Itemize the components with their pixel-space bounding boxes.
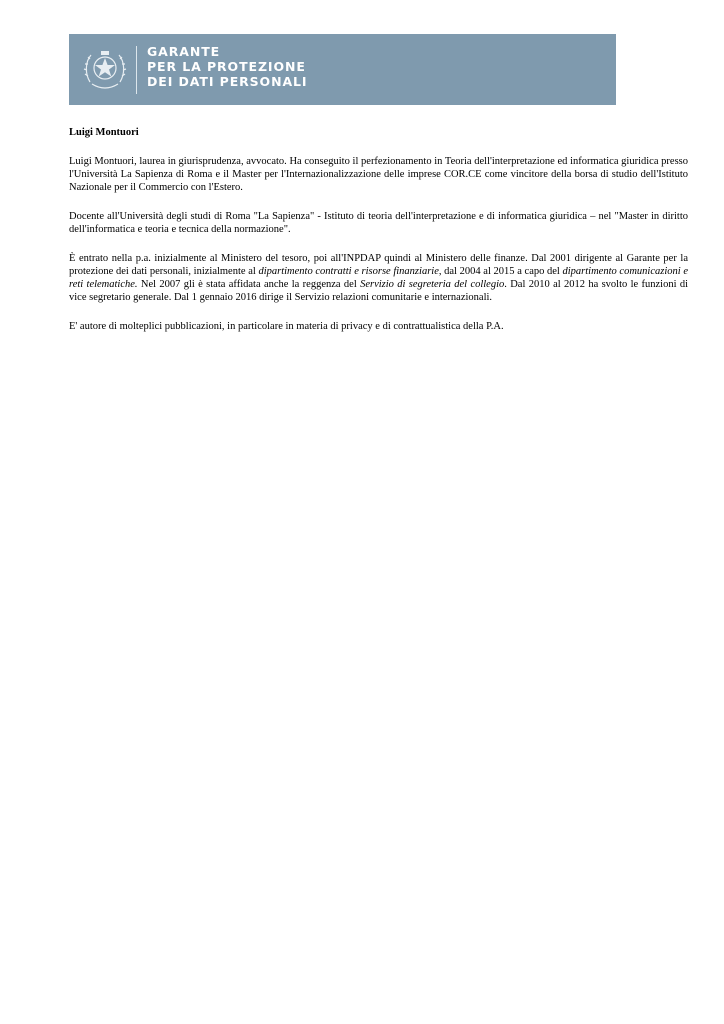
institution-title — [147, 44, 307, 89]
paragraph-teaching: Docente all'Università degli studi di Roma "La Sapienza" - Istituto di teoria dell'interpretazione e di informatica giuridica – nel "Master in diritto dell'informatica e teoria e tecnica della normazione". — [69, 211, 688, 235]
paragraph-education: Luigi Montuori, laurea in giurisprudenza, avvocato. Ha conseguito il perfezionamento in Teoria dell'interpretazione ed informatica giuridica presso l'Università La Sapienza di Roma e il Master per l'Internazionalizzazione delle imprese COR.CE come vincitore della borsa di studio dell'Istituto Nazionale per il Commercio con l'Estero. — [69, 156, 688, 193]
document-body — [69, 126, 688, 349]
career-text-3: Nel 2007 gli è stata affidata anche la reggenza del — [137, 279, 361, 290]
banner-divider — [136, 46, 137, 94]
institution-title-line-3: DEI DATI PERSONALI — [147, 74, 308, 89]
career-text-4: . Dal 2010 al 2012 ha svolto le funzioni di vice segretario generale. Dal 1 gennaio 2016 dirige il Servizio relazioni comunitarie e internazionali. — [69, 279, 688, 303]
career-italic-2: dipartimento comunicazioni e reti telematiche. — [69, 266, 688, 290]
institution-title-line-2: PER LA PROTEZIONE — [147, 59, 306, 74]
paragraph-publications: E' autore di molteplici pubblicazioni, in particolare in materia di privacy e di contrattualistica della P.A. — [69, 321, 504, 332]
career-italic-3: Servizio di segreteria del collegio — [360, 279, 505, 290]
italian-republic-emblem-icon — [82, 44, 128, 94]
institution-title-line-1: GARANTE — [147, 44, 221, 59]
person-name: Luigi Montuori — [69, 127, 139, 138]
career-text-1: È entrato nella p.a. inizialmente al Ministero del tesoro, poi all'INPDAP quindi al Ministero delle finanze. Dal 2001 dirigente al Garante per la protezione dei dati personali, inizialmente al — [69, 253, 688, 277]
career-italic-1: dipartimento contratti e risorse finanziarie — [258, 266, 439, 277]
header-banner — [69, 34, 616, 105]
career-text-2: , dal 2004 al 2015 a capo del — [438, 266, 563, 277]
paragraph-career — [69, 252, 688, 304]
